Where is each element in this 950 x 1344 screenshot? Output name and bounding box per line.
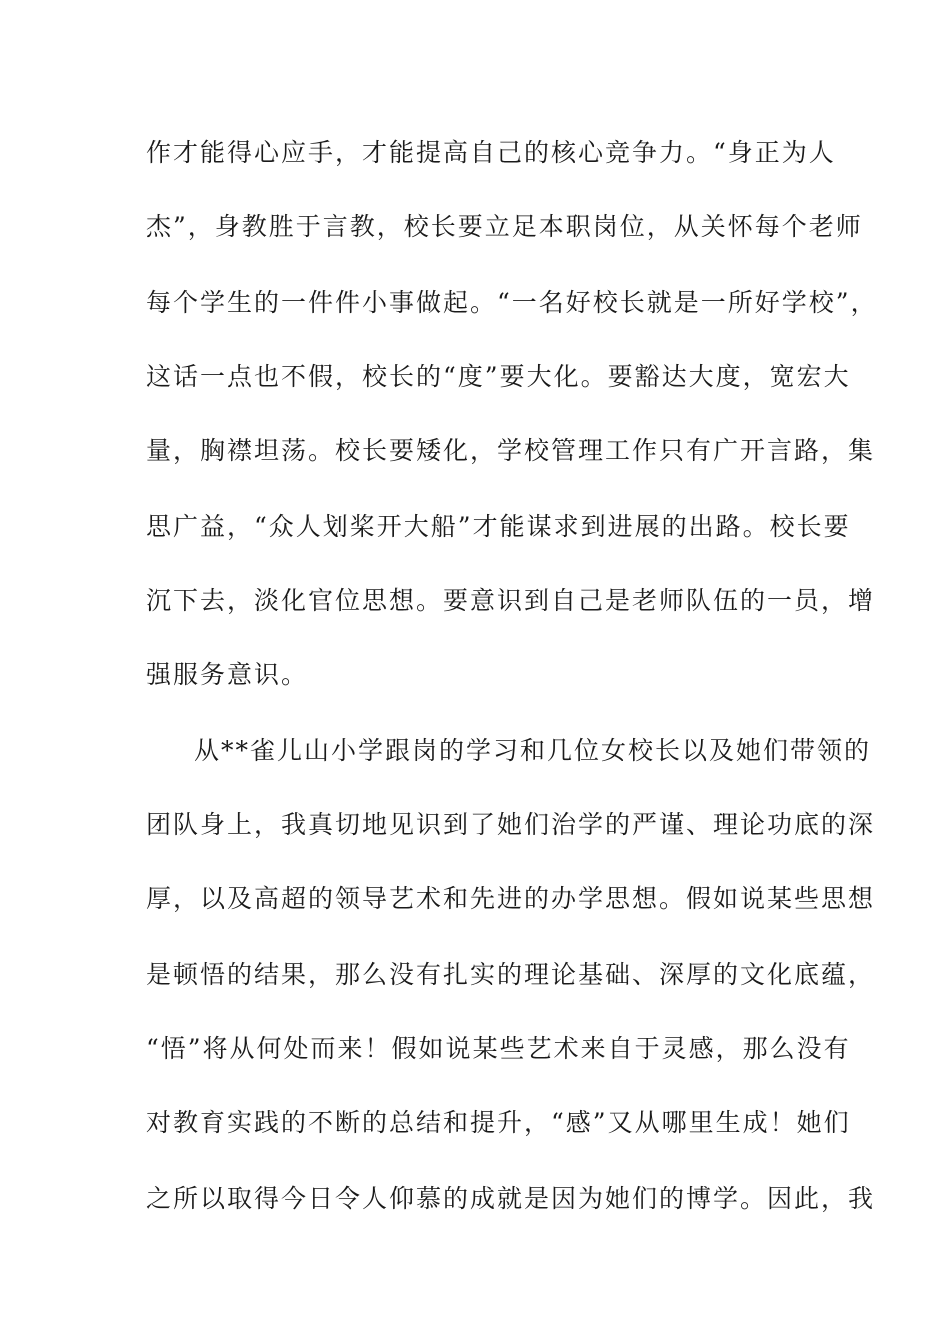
text-line: 强服务意识。 xyxy=(146,660,309,689)
text-line: 作才能得心应手，才能提高自己的核心竞争力。“身正为人 xyxy=(146,138,836,167)
text-line: 沉下去，淡化官位思想。要意识到自己是老师队伍的一员，增 xyxy=(146,586,876,615)
text-line: 之所以取得今日令人仰慕的成就是因为她们的博学。因此，我 xyxy=(146,1184,876,1213)
text-line: 从**雀儿山小学跟岗的学习和几位女校长以及她们带领的 xyxy=(194,736,872,765)
text-line: 厚，以及高超的领导艺术和先进的办学思想。假如说某些思想 xyxy=(146,884,876,913)
text-line: “悟”将从何处而来！假如说某些艺术来自于灵感，那么没有 xyxy=(146,1034,851,1063)
text-line: 团队身上，我真切地见识到了她们治学的严谨、理论功底的深 xyxy=(146,810,876,839)
text-line: 量，胸襟坦荡。校长要矮化，学校管理工作只有广开言路，集 xyxy=(146,436,876,465)
text-line: 每个学生的一件件小事做起。“一名好校长就是一所好学校”， xyxy=(146,288,878,317)
text-line: 杰”，身教胜于言教，校长要立足本职岗位，从关怀每个老师 xyxy=(146,212,863,241)
text-line: 思广益，“众人划桨开大船”才能谋求到进展的出路。校长要 xyxy=(146,512,851,541)
text-line: 对教育实践的不断的总结和提升，“感”又从哪里生成！她们 xyxy=(146,1108,851,1137)
text-line: 这话一点也不假，校长的“度”要大化。要豁达大度，宽宏大 xyxy=(146,362,851,391)
text-line: 是顿悟的结果，那么没有扎实的理论基础、深厚的文化底蕴， xyxy=(146,960,876,989)
